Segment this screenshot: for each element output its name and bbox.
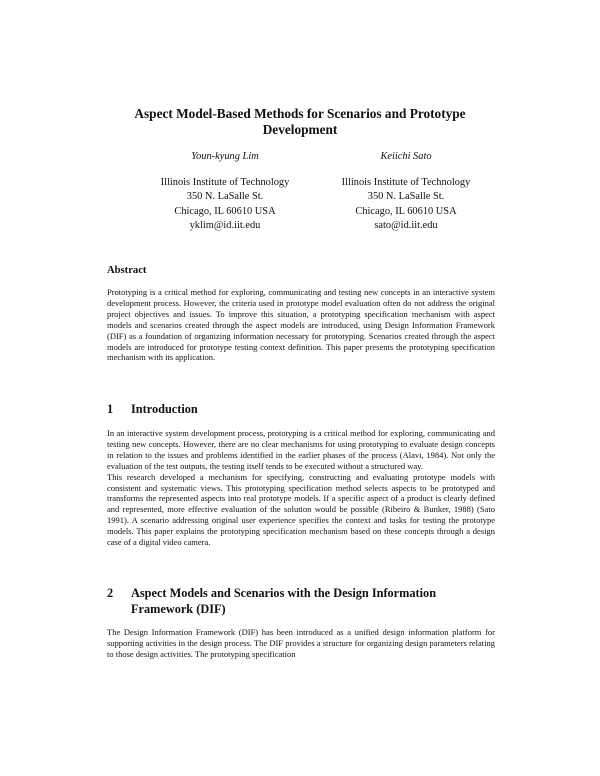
abstract-heading: Abstract bbox=[107, 265, 147, 276]
author-affiliation: Illinois Institute of Technology bbox=[160, 177, 290, 189]
abstract-text: Prototyping is a critical method for exploring, communicating and testing new concepts in an interactive system development process. However, the criteria used in prototype model evaluation often do not address the original project objectives and issues. To improve this situation, a prototyping specification mechanism with aspect models and scenarios created through the aspect models are introduced, using Design Information Framework (DIF) as a foundation of organizing information necessary for prototyping. Scenarios created through the aspect models are introduced for prototype testing context definition. This paper presents the prototyping specification mechanism with its application. bbox=[107, 287, 495, 363]
section-body bbox=[107, 627, 495, 660]
author-affiliation: Illinois Institute of Technology bbox=[341, 177, 471, 189]
section-body bbox=[107, 428, 495, 548]
section-number: 1 bbox=[107, 402, 114, 416]
section-title: Aspect Models and Scenarios with the Design Information bbox=[131, 586, 437, 600]
author-email: yklim@id.iit.edu bbox=[189, 219, 261, 231]
section-heading bbox=[107, 585, 436, 617]
section-title-continued: Framework (DIF) bbox=[131, 602, 226, 616]
author-address: 350 N. LaSalle St. bbox=[186, 191, 264, 203]
paragraph: In an interactive system development process, prototyping is a critical method for exploring, communicating and testing new concepts. However, there are no clear mechanisms for using prototyping to evaluate design concepts in relation to the issues and problems identified in the earlier phases of the process (Alavi, 1984). Not only the evaluation of the test outputs, the testing itself tends to be executed without a structured way. bbox=[107, 428, 495, 471]
section-title: Introduction bbox=[131, 402, 198, 416]
paragraph: This research developed a mechanism for specifying, constructing and evaluating prototype models with consistent and systematic views. This prototyping specification method selects aspects to be prototyped and transforms the represented aspects into real prototype models. If a specific aspect of a product is clearly defined and represented, more effective evaluation of the solution would be possible (Ribeiro & Bunker, 1988) (Sato 1991). A scenario addressing original user experience specifies the context and tasks for testing the prototype models. This paper explains the prototyping specification mechanism based on these concepts through a design case of a digital video camera. bbox=[107, 471, 495, 548]
author-email: sato@id.iit.edu bbox=[374, 219, 438, 231]
author-block bbox=[260, 150, 552, 233]
author-address: 350 N. LaSalle St. bbox=[367, 191, 445, 203]
paragraph: The Design Information Framework (DIF) has been introduced as a unified design information platform for supporting activities in the design process. The DIF provides a structure for organizing design parameters relating to those design activities. The prototyping specification bbox=[107, 627, 495, 659]
author-name: Keiichi Sato bbox=[380, 151, 432, 162]
author-city: Chicago, IL 60610 USA bbox=[174, 205, 276, 217]
section-heading bbox=[107, 401, 198, 417]
section-number: 2 bbox=[107, 586, 114, 600]
author-city: Chicago, IL 60610 USA bbox=[355, 205, 457, 217]
paper-title: Aspect Model-Based Methods for Scenarios and Prototype Development bbox=[134, 106, 466, 137]
author-name: Youn-kyung Lim bbox=[191, 151, 259, 162]
